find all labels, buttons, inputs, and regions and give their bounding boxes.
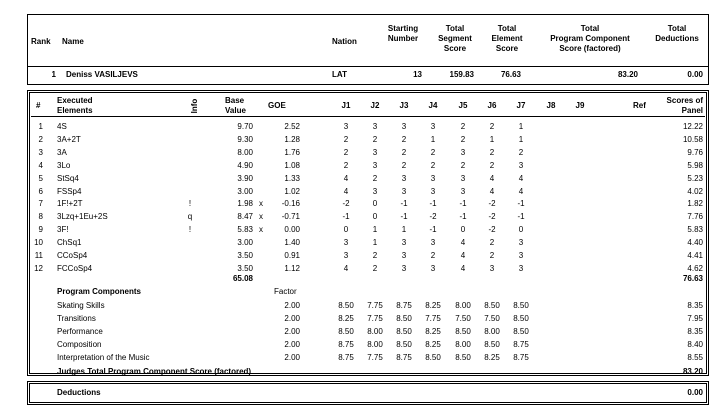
element-judge-score: 2	[489, 147, 495, 157]
element-judge-score: -1	[400, 212, 408, 222]
deductions-box	[27, 381, 709, 405]
element-code: CCoSp4	[57, 251, 88, 260]
element-judge-score: 2	[460, 160, 466, 170]
element-judge-score: 3	[430, 122, 436, 131]
element-judge-score: 2	[372, 134, 378, 144]
col-name: Name	[62, 37, 84, 46]
component-judge-score: 8.50	[484, 301, 500, 310]
component-judge-score: 8.50	[338, 327, 354, 336]
col-element-score: Total Element Score	[491, 24, 523, 53]
element-judge-score: 4	[460, 251, 466, 260]
element-judge-score: -2	[429, 212, 437, 222]
element-judge-score: 2	[372, 173, 378, 183]
element-judge-score: 3	[401, 173, 407, 183]
component-factor: 2.00	[284, 340, 300, 349]
element-base-value: 8.00	[237, 147, 253, 157]
element-judge-score: 0	[372, 212, 378, 222]
element-judge-score: 0	[343, 225, 349, 235]
element-judge-score: 2	[372, 251, 378, 260]
judge-header: J9	[575, 101, 585, 110]
element-code: 3A	[57, 147, 67, 157]
element-judge-score: 4	[343, 186, 349, 196]
component-panel-score: 8.35	[687, 301, 703, 310]
judge-header: J1	[341, 101, 351, 110]
element-judge-score: 3	[401, 122, 407, 131]
element-base-value: 3.90	[237, 173, 253, 183]
judge-header: J4	[428, 101, 438, 110]
component-judge-score: 7.50	[455, 314, 471, 323]
element-judge-score: 2	[489, 122, 495, 131]
element-info: !	[188, 225, 192, 235]
component-judge-score: 8.75	[513, 340, 529, 349]
col-deductions: Total Deductions	[655, 24, 699, 43]
element-judge-score: 0	[372, 199, 378, 209]
element-panel-score: 9.76	[687, 147, 703, 157]
element-panel-score: 4.02	[687, 186, 703, 196]
element-row-number: 10	[34, 238, 43, 248]
element-goe: 2.52	[284, 122, 300, 131]
deductions-label: Deductions	[57, 388, 101, 397]
element-judge-score: 2	[343, 147, 349, 157]
el-col-scores: Scores of Panel	[666, 96, 703, 115]
element-base-value: 9.70	[237, 122, 253, 131]
element-judge-score: -2	[488, 225, 496, 235]
el-col-executed: Executed Elements	[57, 96, 93, 115]
element-judge-score: 3	[372, 122, 378, 131]
element-panel-score: 1.82	[687, 199, 703, 209]
element-row-number: 1	[38, 122, 43, 131]
element-judge-score: -1	[342, 212, 350, 222]
element-row-number: 4	[38, 160, 43, 170]
element-judge-score: 3	[430, 186, 436, 196]
element-row-number: 7	[38, 199, 43, 209]
element-judge-score: 3	[343, 122, 349, 131]
element-panel-score: 5.98	[687, 160, 703, 170]
element-goe: 1.02	[284, 186, 300, 196]
element-judge-score: 3	[372, 147, 378, 157]
element-judge-score: 2	[401, 147, 407, 157]
element-judge-score: 0	[460, 225, 466, 235]
component-panel-score: 8.35	[687, 327, 703, 336]
element-judge-score: -1	[400, 199, 408, 209]
summary-divider	[27, 66, 709, 67]
judge-header: J3	[399, 101, 409, 110]
element-code: 3F!	[57, 225, 69, 235]
element-row-number: 2	[38, 134, 43, 144]
element-judge-score: 3	[372, 186, 378, 196]
element-judge-score: 3	[518, 160, 524, 170]
judge-header: J2	[370, 101, 380, 110]
component-panel-score: 8.40	[687, 340, 703, 349]
el-col-goe: GOE	[268, 101, 286, 110]
component-judge-score: 8.75	[338, 353, 354, 362]
element-code: 3Lzq+1Eu+2S	[57, 212, 108, 222]
component-judge-score: 8.00	[455, 301, 471, 310]
element-judge-score: 4	[518, 186, 524, 196]
element-judge-score: 3	[518, 251, 524, 260]
element-judge-score: 1	[430, 134, 436, 144]
element-bonus-mark: x	[259, 225, 263, 235]
component-judge-score: 8.25	[425, 340, 441, 349]
component-judge-score: 7.75	[425, 314, 441, 323]
skater-nation: LAT	[332, 70, 347, 79]
skater-element-score: 76.63	[500, 70, 521, 79]
element-judge-score: 3	[401, 186, 407, 196]
element-judge-score: 1	[372, 238, 378, 248]
component-judge-score: 8.50	[455, 327, 471, 336]
element-judge-score: 2	[489, 238, 495, 248]
element-judge-score: 0	[518, 225, 524, 235]
element-judge-score: -2	[488, 212, 496, 222]
element-goe: 0.00	[284, 225, 300, 235]
judge-header: J7	[516, 101, 526, 110]
element-base-value: 9.30	[237, 134, 253, 144]
component-judge-score: 8.50	[513, 301, 529, 310]
element-judge-score: 2	[401, 160, 407, 170]
element-judge-score: 3	[430, 173, 436, 183]
element-code: 3Lo	[57, 160, 71, 170]
element-base-value: 3.00	[237, 186, 253, 196]
element-base-value: 4.90	[237, 160, 253, 170]
component-judge-score: 7.75	[367, 301, 383, 310]
col-pcs: Total Program Component Score (factored)	[550, 24, 630, 53]
element-judge-score: -1	[517, 212, 525, 222]
element-goe: 1.08	[284, 160, 300, 170]
element-panel-score: 4.41	[687, 251, 703, 260]
element-judge-score: 2	[460, 134, 466, 144]
element-panel-score: 4.62	[687, 263, 703, 273]
element-code: 4S	[57, 122, 67, 131]
component-factor: 2.00	[284, 314, 300, 323]
component-name: Transitions	[57, 314, 96, 323]
element-info: q	[187, 212, 193, 222]
element-judge-score: -1	[459, 212, 467, 222]
element-judge-score: 2	[430, 160, 436, 170]
element-judge-score: -1	[517, 199, 525, 209]
component-judge-score: 8.00	[484, 327, 500, 336]
element-judge-score: 2	[489, 160, 495, 170]
element-goe: 1.40	[284, 238, 300, 248]
pcs-total-value: 83.20	[682, 367, 703, 376]
element-row-number: 8	[38, 212, 43, 222]
element-goe: -0.71	[281, 212, 300, 222]
element-code: 3A+2T	[57, 134, 81, 144]
element-judge-score: 3	[460, 147, 466, 157]
element-code: FCCoSp4	[57, 263, 93, 273]
component-judge-score: 8.75	[513, 353, 529, 362]
element-code: StSq4	[57, 173, 79, 183]
component-judge-score: 7.50	[484, 314, 500, 323]
element-base-value: 5.83	[237, 225, 253, 235]
element-panel-score: 10.58	[682, 134, 703, 144]
el-col-info: Info	[190, 98, 199, 114]
element-base-value: 3.50	[237, 263, 253, 273]
element-goe: 1.28	[284, 134, 300, 144]
judge-header: J8	[546, 101, 556, 110]
element-judge-score: 3	[460, 186, 466, 196]
component-judge-score: 8.75	[396, 353, 412, 362]
component-judge-score: 8.50	[396, 327, 412, 336]
skater-name: Deniss VASILJEVS	[66, 70, 138, 79]
component-judge-score: 7.75	[367, 314, 383, 323]
element-judge-score: 2	[343, 134, 349, 144]
el-col-ref: Ref	[633, 101, 646, 110]
col-segment-score: Total Segment Score	[438, 24, 472, 53]
element-judge-score: 2	[401, 134, 407, 144]
col-nation: Nation	[332, 37, 357, 46]
element-judge-score: 4	[489, 186, 495, 196]
element-code: ChSq1	[57, 238, 82, 248]
judge-header: J5	[458, 101, 468, 110]
component-factor: 2.00	[284, 353, 300, 362]
element-judge-score: 2	[518, 147, 524, 157]
element-judge-score: 2	[430, 251, 436, 260]
element-base-value: 8.47	[237, 212, 253, 222]
component-name: Composition	[57, 340, 102, 349]
element-code: 1F!+2T	[57, 199, 83, 209]
pc-header-factor: Factor	[274, 287, 297, 296]
component-panel-score: 8.55	[687, 353, 703, 362]
pc-header-label: Program Components	[57, 287, 142, 296]
element-judge-score: 3	[343, 251, 349, 260]
skater-segment-score: 159.83	[449, 70, 474, 79]
element-judge-score: 4	[343, 173, 349, 183]
element-judge-score: 2	[343, 160, 349, 170]
element-row-number: 5	[38, 173, 43, 183]
element-bonus-mark: x	[259, 199, 263, 209]
component-name: Interpretation of the Music	[57, 353, 150, 362]
component-judge-score: 8.00	[367, 340, 383, 349]
element-judge-score: 4	[518, 173, 524, 183]
element-row-number: 6	[38, 186, 43, 196]
component-judge-score: 8.25	[425, 301, 441, 310]
element-panel-score: 4.40	[687, 238, 703, 248]
element-row-number: 3	[38, 147, 43, 157]
component-judge-score: 8.50	[455, 353, 471, 362]
element-base-value: 3.50	[237, 251, 253, 260]
component-name: Performance	[57, 327, 103, 336]
element-judge-score: 3	[372, 160, 378, 170]
component-judge-score: 8.50	[484, 340, 500, 349]
element-judge-score: 3	[489, 263, 495, 273]
judge-header: J6	[487, 101, 497, 110]
component-judge-score: 8.75	[396, 301, 412, 310]
element-judge-score: 3	[460, 173, 466, 183]
element-judge-score: 1	[518, 134, 524, 144]
el-col-num: #	[36, 101, 41, 110]
component-panel-score: 7.95	[687, 314, 703, 323]
pcs-total-label: Judges Total Program Component Score (factored)	[57, 367, 252, 376]
element-judge-score: 2	[489, 251, 495, 260]
element-judge-score: 2	[430, 147, 436, 157]
element-goe: 1.33	[284, 173, 300, 183]
skater-starting-number: 13	[413, 70, 422, 79]
element-judge-score: 2	[460, 122, 466, 131]
component-judge-score: 8.25	[484, 353, 500, 362]
element-judge-score: 4	[460, 238, 466, 248]
component-judge-score: 8.50	[338, 301, 354, 310]
component-judge-score: 8.50	[396, 340, 412, 349]
component-judge-score: 8.75	[338, 340, 354, 349]
component-judge-score: 8.50	[425, 353, 441, 362]
element-goe: 1.12	[284, 263, 300, 273]
element-judge-score: -1	[429, 225, 437, 235]
skater-rank: 1	[51, 70, 56, 79]
element-judge-score: 1	[372, 225, 378, 235]
component-factor: 2.00	[284, 327, 300, 336]
element-judge-score: 3	[343, 238, 349, 248]
element-panel-score: 5.83	[687, 225, 703, 235]
element-judge-score: 4	[489, 173, 495, 183]
element-judge-score: 3	[401, 238, 407, 248]
component-judge-score: 8.50	[513, 314, 529, 323]
element-judge-score: 1	[518, 122, 524, 131]
element-judge-score: -2	[342, 199, 350, 209]
component-judge-score: 8.25	[425, 327, 441, 336]
element-judge-score: 1	[401, 225, 407, 235]
element-panel-score: 12.22	[682, 122, 703, 131]
elements-total-base: 65.08	[232, 274, 253, 283]
element-row-number: 9	[38, 225, 43, 235]
element-judge-score: 3	[430, 238, 436, 248]
element-judge-score: 4	[343, 263, 349, 273]
element-judge-score: 3	[430, 263, 436, 273]
element-judge-score: -1	[459, 199, 467, 209]
component-name: Skating Skills	[57, 301, 105, 310]
elements-total-score: 76.63	[682, 274, 703, 283]
component-factor: 2.00	[284, 301, 300, 310]
component-judge-score: 8.00	[455, 340, 471, 349]
element-judge-score: 1	[489, 134, 495, 144]
component-judge-score: 8.50	[513, 327, 529, 336]
component-judge-score: 8.25	[338, 314, 354, 323]
element-panel-score: 7.76	[687, 212, 703, 222]
element-code: FSSp4	[57, 186, 82, 196]
element-bonus-mark: x	[259, 212, 263, 222]
element-judge-score: 3	[401, 251, 407, 260]
element-judge-score: -1	[429, 199, 437, 209]
col-starting-number: Starting Number	[387, 24, 419, 43]
el-col-base: Base Value	[225, 96, 246, 115]
component-judge-score: 8.00	[367, 327, 383, 336]
skater-deductions: 0.00	[687, 70, 703, 79]
element-row-number: 11	[34, 251, 43, 260]
elements-header-divider	[31, 116, 705, 117]
element-judge-score: 3	[518, 238, 524, 248]
element-judge-score: -2	[488, 199, 496, 209]
element-row-number: 12	[34, 263, 43, 273]
element-goe: 0.91	[284, 251, 300, 260]
element-panel-score: 5.23	[687, 173, 703, 183]
element-judge-score: 3	[518, 263, 524, 273]
element-goe: -0.16	[281, 199, 300, 209]
component-judge-score: 8.50	[396, 314, 412, 323]
element-judge-score: 2	[372, 263, 378, 273]
element-base-value: 3.00	[237, 238, 253, 248]
col-rank: Rank	[31, 37, 51, 46]
element-base-value: 1.98	[237, 199, 253, 209]
element-goe: 1.76	[284, 147, 300, 157]
element-judge-score: 3	[401, 263, 407, 273]
element-judge-score: 4	[460, 263, 466, 273]
component-judge-score: 7.75	[367, 353, 383, 362]
skater-pcs: 83.20	[617, 70, 638, 79]
deductions-value: 0.00	[687, 388, 703, 397]
element-info: !	[188, 199, 192, 209]
